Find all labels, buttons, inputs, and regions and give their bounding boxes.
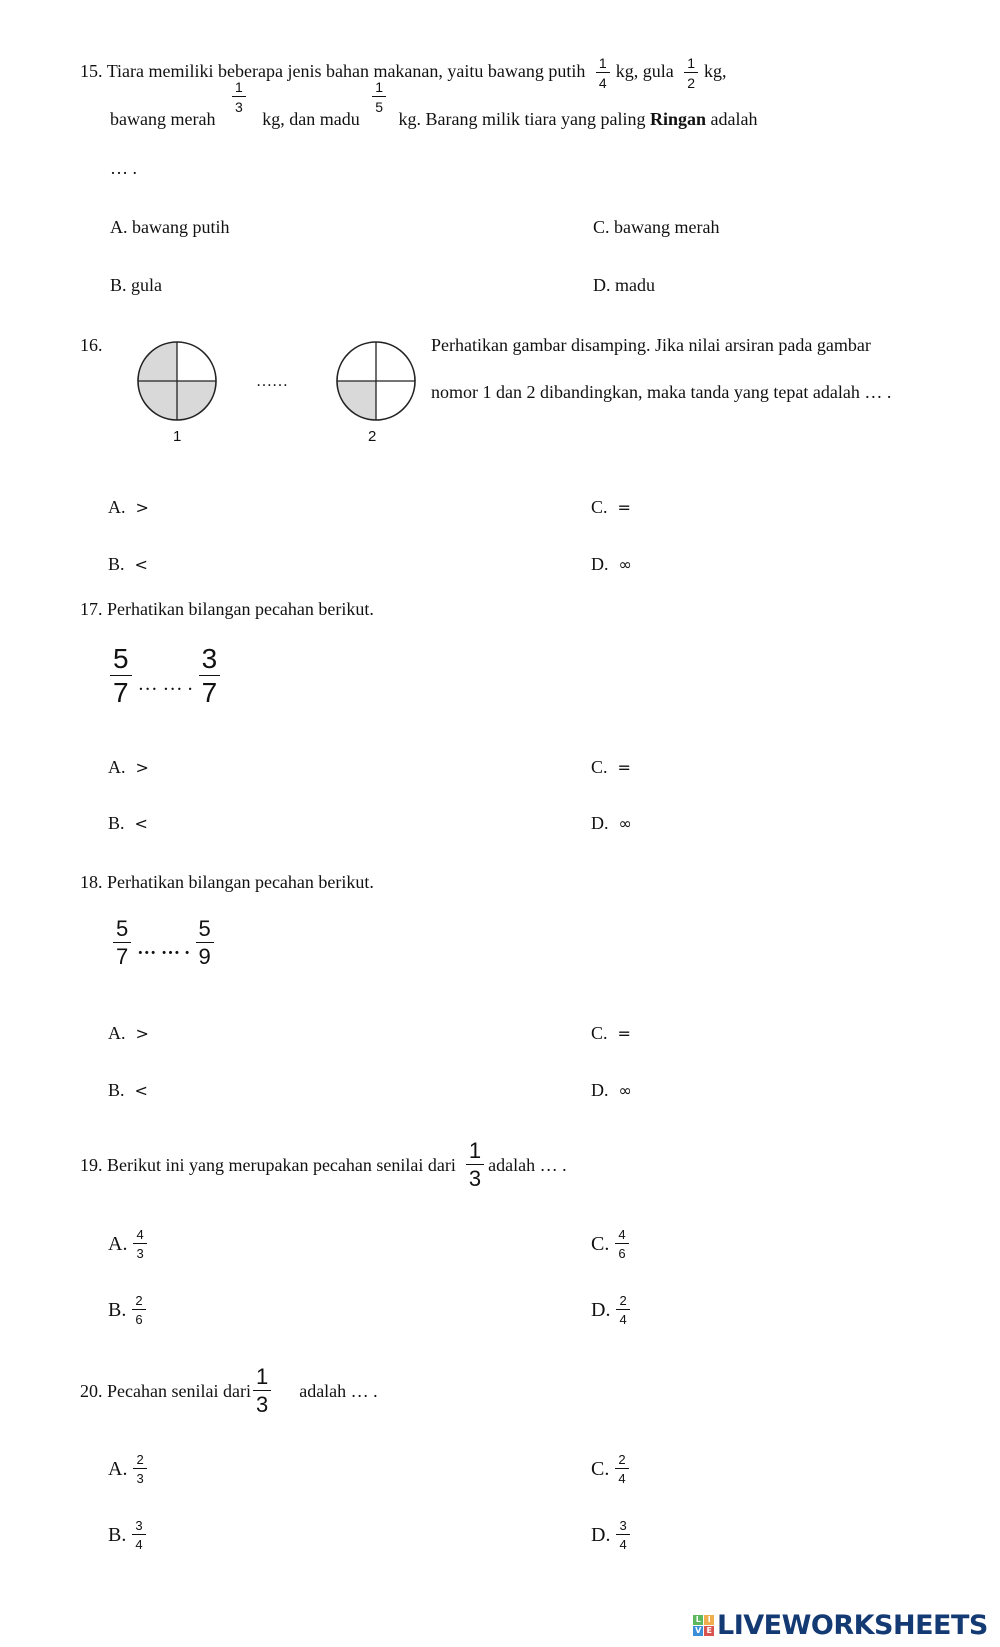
fraction [466, 1140, 484, 1190]
q17-expression [104, 645, 226, 707]
option-b[interactable] [108, 554, 148, 575]
numerator: 2 [133, 1453, 146, 1469]
q18-expression [107, 918, 220, 968]
numerator: 1 [684, 56, 698, 73]
option-letter: B. [108, 1298, 127, 1321]
logo-block: E [704, 1626, 714, 1636]
q15-text [399, 109, 758, 129]
option-d[interactable] [591, 1519, 636, 1551]
q15-text: kg, [703, 61, 727, 82]
comparison-dots: … … . [137, 672, 193, 695]
denominator: 4 [619, 1537, 627, 1552]
option-symbol: ∞ [618, 555, 632, 574]
numerator: 3 [199, 645, 221, 676]
q20-text: adalah … . [299, 1380, 378, 1401]
option-letter: D. [591, 1523, 611, 1546]
option-symbol: = [617, 758, 631, 777]
denominator: 5 [375, 99, 384, 115]
q18-text: 18. Perhatikan bilangan pecahan berikut. [80, 872, 374, 892]
fraction [132, 1294, 145, 1326]
option-letter: B. [108, 1080, 125, 1100]
denominator: 4 [618, 1471, 626, 1486]
option-letter: B. [108, 1523, 127, 1546]
numerator: 5 [110, 645, 132, 676]
numerator: 4 [615, 1228, 628, 1244]
q19-line [80, 1140, 567, 1190]
option-letter: C. [591, 1023, 608, 1043]
numerator: 5 [113, 918, 131, 943]
denominator: 3 [468, 1166, 482, 1191]
denominator: 7 [113, 677, 129, 708]
option-a[interactable] [108, 1453, 153, 1485]
numerator: 1 [466, 1140, 484, 1165]
option-symbol: ∞ [618, 1081, 632, 1100]
denominator: 7 [116, 944, 129, 969]
fraction [133, 1453, 146, 1485]
q15-text: kg, gula [615, 61, 674, 82]
q15-ellipsis: … . [110, 158, 137, 178]
option-letter: A. [108, 1457, 128, 1480]
denominator: 3 [255, 1392, 269, 1417]
comparison-dots: …… [256, 373, 288, 390]
text: adalah [710, 109, 758, 130]
logo-block: L [693, 1615, 703, 1625]
question-number: 16. [80, 335, 103, 355]
option-letter: C. [591, 1457, 610, 1480]
q19-text: adalah … . [488, 1154, 567, 1175]
numerator: 5 [196, 918, 214, 943]
option-b[interactable] [108, 1080, 148, 1101]
q16-text: nomor 1 dan 2 dibandingkan, maka tanda yang tepat adalah … . [431, 382, 892, 402]
option-letter: A. [108, 1023, 126, 1043]
numerator: 3 [616, 1519, 629, 1535]
denominator: 6 [135, 1312, 143, 1327]
numerator: 1 [372, 80, 386, 97]
numerator: 1 [596, 56, 610, 73]
option-symbol: < [134, 814, 148, 833]
option-b[interactable] [108, 1519, 152, 1551]
fraction [113, 918, 131, 968]
option-symbol: < [134, 1081, 148, 1100]
logo-blocks-icon [693, 1615, 714, 1636]
fraction [132, 1519, 145, 1551]
option-c[interactable] [591, 1228, 635, 1260]
option-b[interactable] [108, 1294, 152, 1326]
denominator: 3 [136, 1471, 144, 1486]
option-letter: D. [591, 554, 609, 574]
option-symbol: = [617, 498, 631, 517]
bold-keyword: Ringan [649, 109, 706, 130]
fraction [253, 1366, 271, 1416]
option-a[interactable]: A. bawang putih [110, 217, 230, 237]
q19-text: 19. Berikut ini yang merupakan pecahan senilai dari [80, 1154, 456, 1175]
option-d[interactable]: D. madu [593, 275, 655, 295]
denominator: 3 [234, 99, 243, 115]
denominator: 2 [687, 75, 695, 91]
option-letter: C. [591, 497, 608, 517]
option-letter: D. [591, 1080, 609, 1100]
option-c[interactable] [591, 1023, 631, 1044]
option-letter: B. [108, 554, 125, 574]
logo-block: I [704, 1615, 714, 1625]
option-a[interactable] [108, 497, 149, 518]
figure-label-2: 2 [368, 428, 377, 445]
numerator: 4 [133, 1228, 146, 1244]
option-letter: D. [591, 1298, 611, 1321]
option-b[interactable] [108, 813, 148, 834]
numerator: 1 [253, 1366, 271, 1391]
numerator: 1 [232, 80, 246, 97]
denominator: 4 [135, 1537, 143, 1552]
option-d[interactable] [591, 813, 632, 834]
circle-1 [138, 342, 216, 420]
option-symbol: > [135, 498, 149, 517]
denominator: 3 [136, 1246, 144, 1261]
fraction [615, 1228, 628, 1260]
denominator: 7 [201, 677, 218, 708]
option-a[interactable] [108, 1228, 153, 1260]
fraction [616, 1519, 629, 1551]
option-letter: A. [108, 497, 126, 517]
q16-text: Perhatikan gambar disamping. Jika nilai arsiran pada gambar [431, 335, 871, 355]
option-letter: D. [591, 813, 609, 833]
numerator: 2 [132, 1294, 145, 1310]
logo-block: V [693, 1626, 703, 1636]
fraction [616, 1294, 629, 1326]
option-letter: C. [591, 1232, 610, 1255]
fraction [372, 80, 386, 114]
option-letter: C. [591, 757, 608, 777]
liveworksheets-logo [693, 1610, 988, 1641]
denominator: 4 [619, 1312, 627, 1327]
option-d[interactable] [591, 1080, 632, 1101]
option-c[interactable] [591, 1453, 635, 1485]
option-b[interactable]: B. gula [110, 275, 162, 295]
q20-line [80, 1366, 378, 1416]
q15-line2 [110, 79, 758, 130]
q20-text: 20. Pecahan senilai dari [80, 1380, 251, 1401]
fraction [110, 645, 132, 707]
option-letter: B. [108, 813, 125, 833]
option-letter: A. [108, 757, 126, 777]
q15-text: bawang merah [110, 109, 216, 130]
circle-2 [337, 342, 415, 420]
q15-text: Tiara memiliki beberapa jenis bahan makanan, yaitu bawang putih [106, 61, 586, 82]
option-symbol: ∞ [618, 814, 632, 833]
numerator: 2 [616, 1294, 629, 1310]
option-symbol: = [617, 1024, 631, 1043]
option-c[interactable] [591, 497, 631, 518]
option-c[interactable] [591, 757, 631, 778]
figure-label-1: 1 [173, 428, 182, 445]
option-a[interactable] [108, 1023, 149, 1044]
fraction [199, 645, 221, 707]
option-symbol: < [134, 555, 148, 574]
numerator: 2 [615, 1453, 628, 1469]
text: kg. Barang milik tiara yang paling [398, 109, 646, 130]
option-symbol: > [135, 1024, 149, 1043]
option-d[interactable] [591, 1294, 636, 1326]
numerator: 3 [132, 1519, 145, 1535]
fraction [232, 80, 246, 114]
fraction [196, 918, 214, 968]
option-letter: A. [108, 1232, 128, 1255]
option-symbol: > [135, 758, 149, 777]
option-d[interactable] [591, 554, 632, 575]
q15-text: kg, dan madu [262, 109, 360, 130]
denominator: 6 [618, 1246, 626, 1261]
fraction [615, 1453, 628, 1485]
option-c[interactable]: C. bawang merah [593, 217, 720, 237]
option-a[interactable] [108, 757, 149, 778]
comparison-dots: … … . [137, 938, 190, 959]
denominator: 9 [198, 944, 211, 969]
q17-text: 17. Perhatikan bilangan pecahan berikut. [80, 599, 374, 619]
question-number: 15. [80, 61, 103, 82]
logo-text: LIVEWORKSHEETS [717, 1610, 988, 1641]
fraction [133, 1228, 146, 1260]
denominator: 4 [598, 75, 607, 91]
